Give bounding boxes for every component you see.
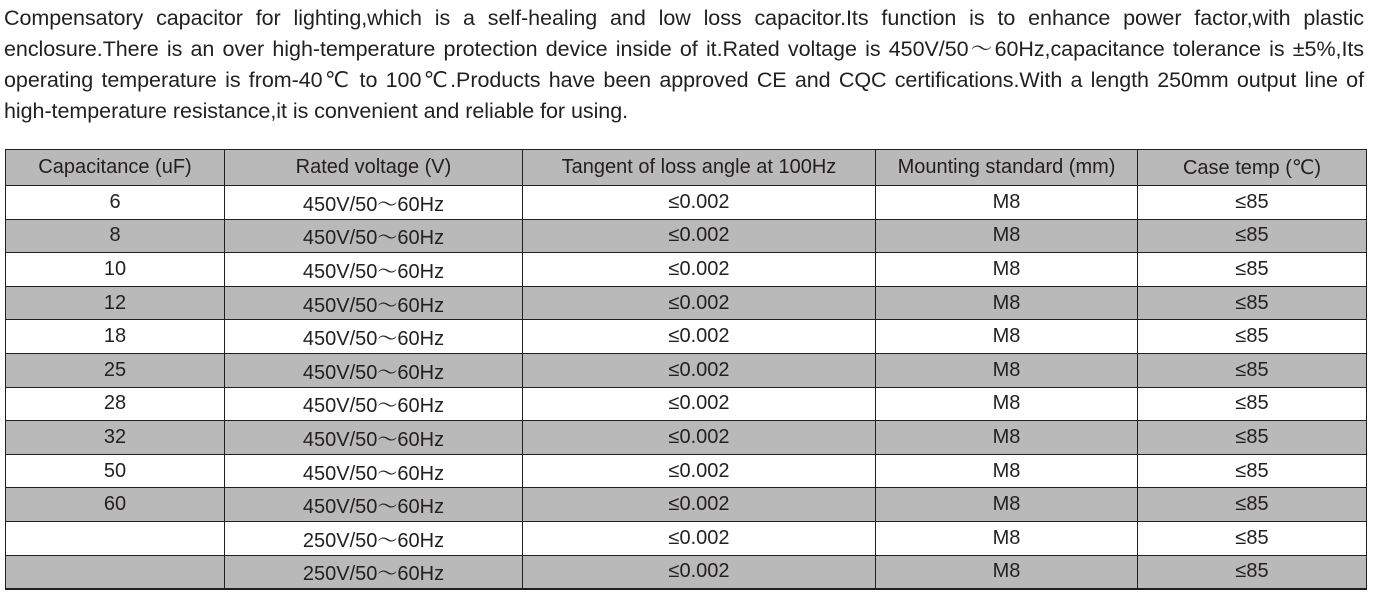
cell-capacitance: 32 bbox=[6, 421, 225, 455]
cell-case-temp: ≤85 bbox=[1138, 286, 1367, 320]
table-header-row bbox=[6, 150, 1367, 186]
cell-case-temp: ≤85 bbox=[1138, 454, 1367, 488]
cell-case-temp: ≤85 bbox=[1138, 555, 1367, 589]
header-mounting-standard: Mounting standard (mm) bbox=[876, 150, 1138, 186]
cell-mounting-standard: M8 bbox=[876, 320, 1138, 354]
cell-case-temp: ≤85 bbox=[1138, 186, 1367, 220]
cell-rated-voltage: 450V/50～60Hz bbox=[225, 353, 523, 387]
cell-mounting-standard: M8 bbox=[876, 521, 1138, 555]
cell-mounting-standard: M8 bbox=[876, 353, 1138, 387]
cell-rated-voltage: 450V/50～60Hz bbox=[225, 387, 523, 421]
table-row bbox=[6, 219, 1367, 253]
cell-rated-voltage: 450V/50～60Hz bbox=[225, 253, 523, 287]
cell-rated-voltage: 450V/50～60Hz bbox=[225, 186, 523, 220]
cell-case-temp: ≤85 bbox=[1138, 488, 1367, 522]
cell-rated-voltage: 250V/50～60Hz bbox=[225, 521, 523, 555]
spec-table bbox=[5, 149, 1367, 590]
cell-mounting-standard: M8 bbox=[876, 253, 1138, 287]
cell-capacitance bbox=[6, 555, 225, 589]
cell-capacitance: 6 bbox=[6, 186, 225, 220]
cell-loss-tangent: ≤0.002 bbox=[523, 488, 876, 522]
table-row bbox=[6, 488, 1367, 522]
table-row bbox=[6, 186, 1367, 220]
cell-rated-voltage: 450V/50～60Hz bbox=[225, 320, 523, 354]
header-case-temp: Case temp (℃) bbox=[1138, 150, 1367, 186]
cell-case-temp: ≤85 bbox=[1138, 387, 1367, 421]
table-row bbox=[6, 387, 1367, 421]
product-description: Compensatory capacitor for lighting,which is a self-healing and low loss capacitor.Its function is to enhance power factor,with plastic enclosure.There is an over high-temperature protection device inside of it.Rated voltage is 450V/50～60Hz,capacitance tolerance is ±5%,Its operating temperature is from-40℃ to 100℃.Products have been approved CE and CQC certifications.With a length 250mm output line of high-temperature resistance,it is convenient and reliable for using. bbox=[4, 6, 1364, 123]
header-rated-voltage: Rated voltage (V) bbox=[225, 150, 523, 186]
cell-capacitance: 12 bbox=[6, 286, 225, 320]
cell-loss-tangent: ≤0.002 bbox=[523, 353, 876, 387]
cell-capacitance: 8 bbox=[6, 219, 225, 253]
cell-case-temp: ≤85 bbox=[1138, 320, 1367, 354]
cell-capacitance bbox=[6, 521, 225, 555]
header-loss-tangent: Tangent of loss angle at 100Hz bbox=[523, 150, 876, 186]
cell-case-temp: ≤85 bbox=[1138, 219, 1367, 253]
cell-loss-tangent: ≤0.002 bbox=[523, 454, 876, 488]
cell-capacitance: 50 bbox=[6, 454, 225, 488]
table-row bbox=[6, 320, 1367, 354]
cell-rated-voltage: 450V/50～60Hz bbox=[225, 421, 523, 455]
cell-loss-tangent: ≤0.002 bbox=[523, 555, 876, 589]
table-row bbox=[6, 253, 1367, 287]
cell-loss-tangent: ≤0.002 bbox=[523, 421, 876, 455]
cell-case-temp: ≤85 bbox=[1138, 521, 1367, 555]
cell-case-temp: ≤85 bbox=[1138, 253, 1367, 287]
cell-mounting-standard: M8 bbox=[876, 454, 1138, 488]
cell-capacitance: 10 bbox=[6, 253, 225, 287]
cell-loss-tangent: ≤0.002 bbox=[523, 253, 876, 287]
table-row bbox=[6, 521, 1367, 555]
cell-capacitance: 60 bbox=[6, 488, 225, 522]
table-row bbox=[6, 286, 1367, 320]
header-capacitance: Capacitance (uF) bbox=[6, 150, 225, 186]
cell-rated-voltage: 250V/50～60Hz bbox=[225, 555, 523, 589]
cell-mounting-standard: M8 bbox=[876, 186, 1138, 220]
cell-case-temp: ≤85 bbox=[1138, 353, 1367, 387]
cell-case-temp: ≤85 bbox=[1138, 421, 1367, 455]
cell-capacitance: 18 bbox=[6, 320, 225, 354]
cell-loss-tangent: ≤0.002 bbox=[523, 286, 876, 320]
cell-mounting-standard: M8 bbox=[876, 387, 1138, 421]
cell-mounting-standard: M8 bbox=[876, 286, 1138, 320]
table-row bbox=[6, 353, 1367, 387]
cell-mounting-standard: M8 bbox=[876, 488, 1138, 522]
cell-loss-tangent: ≤0.002 bbox=[523, 320, 876, 354]
cell-mounting-standard: M8 bbox=[876, 219, 1138, 253]
cell-capacitance: 25 bbox=[6, 353, 225, 387]
cell-rated-voltage: 450V/50～60Hz bbox=[225, 219, 523, 253]
cell-rated-voltage: 450V/50～60Hz bbox=[225, 454, 523, 488]
cell-rated-voltage: 450V/50～60Hz bbox=[225, 488, 523, 522]
table-row bbox=[6, 555, 1367, 589]
cell-mounting-standard: M8 bbox=[876, 421, 1138, 455]
cell-loss-tangent: ≤0.002 bbox=[523, 219, 876, 253]
cell-loss-tangent: ≤0.002 bbox=[523, 521, 876, 555]
cell-capacitance: 28 bbox=[6, 387, 225, 421]
cell-loss-tangent: ≤0.002 bbox=[523, 186, 876, 220]
cell-loss-tangent: ≤0.002 bbox=[523, 387, 876, 421]
cell-rated-voltage: 450V/50～60Hz bbox=[225, 286, 523, 320]
cell-mounting-standard: M8 bbox=[876, 555, 1138, 589]
table-row bbox=[6, 454, 1367, 488]
table-row bbox=[6, 421, 1367, 455]
